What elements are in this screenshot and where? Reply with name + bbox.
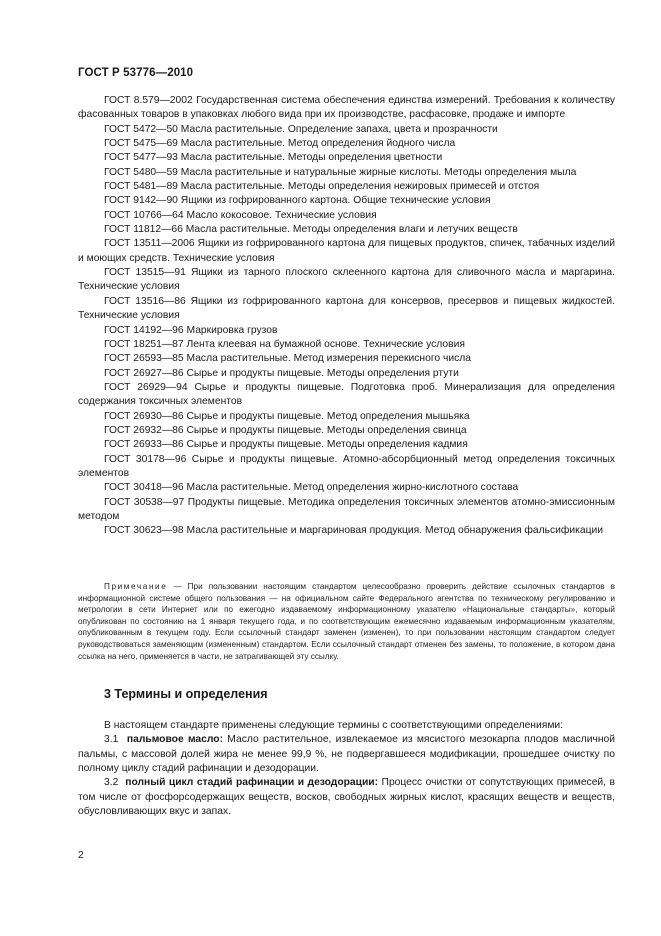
term-definition: [78, 776, 615, 819]
reference-item: ГОСТ 8.579—2002 Государственная система обеспечения единства измерений. Требования к количеству фасованных товаров в упаковках любого вида при их производстве, расфасовке, продаже и импорте: [78, 95, 615, 121]
page-number: 2: [78, 850, 84, 861]
reference-item: ГОСТ 5475—69 Масла растительные. Метод определения йодного числа: [104, 138, 456, 150]
term-definition: [78, 733, 615, 776]
reference-item: ГОСТ 26930—86 Сырье и продукты пищевые. Метод определения мышьяка: [104, 410, 470, 422]
reference-item: ГОСТ 5480—59 Масла растительные и натуральные жирные кислоты. Методы определения мыла: [104, 166, 577, 178]
reference-item: ГОСТ 26927—86 Сырье и продукты пищевые. Методы определения ртути: [104, 367, 459, 379]
reference-item: ГОСТ 30623—98 Масла растительные и маргариновая продукция. Метод обнаружения фальсификации: [104, 525, 603, 537]
references-note: [78, 581, 615, 662]
reference-item: ГОСТ 5477—93 Масла растительные. Методы определения цветности: [104, 152, 443, 164]
term-text: Масло растительное, извлекаемое из мясистого мезокарпа плодов масличной пальмы, с массовой долей жира не менее 99,9 %, не подвергавшееся модификации, прошедшее очистку по полному циклу стадий рафинации и дезодорации.: [78, 734, 615, 775]
term-number: 3.1: [104, 734, 119, 746]
term-text: Процесс очистки от сопутствующих примесей, в том числе от фосфорсодержащих веществ, восков, свободных жирных кислот, красящих веществ и веществ, обусловливающих вкус и запах.: [78, 777, 615, 818]
reference-item: ГОСТ 14192—96 Маркировка грузов: [104, 324, 278, 336]
term-number: 3.2: [104, 777, 119, 789]
reference-item: ГОСТ 10766—64 Масло кокосовое. Технические условия: [104, 209, 377, 221]
note-label: Примечание: [104, 582, 168, 591]
reference-item: ГОСТ 30178—96 Сырье и продукты пищевые. Атомно-абсорбционный метод определения токсичных элементов: [78, 453, 615, 479]
reference-item: ГОСТ 26593—85 Масла растительные. Метод измерения перекисного числа: [104, 353, 471, 365]
reference-item: ГОСТ 9142—90 Ящики из гофрированного картона. Общие технические условия: [104, 195, 491, 207]
section-intro: В настоящем стандарте применены следующие термины с соответствующими определениями:: [104, 720, 564, 731]
reference-item: ГОСТ 13516—86 Ящики из гофрированного картона для консервов, пресервов и пищевых жидкостей. Технические условия: [78, 295, 615, 322]
term-name: полный цикл стадий рафинации и дезодорации:: [125, 777, 379, 789]
note-text: — При пользовании настоящим стандартом целесообразно проверить действие ссылочных стандартов в информационной системе общего пользования — на официальном сайте Федерального агентства по техническому регулированию и метрологии в сети Интернет или по ежегодно издаваемому информационному указателю «Национальные стандарты», который опубликован по состоянию на 1 января текущего года, и по соответствующим ежемесячно издаваемым информационным указателям, опубликованным в текущем году. Если ссылочный стандарт заменен (изменен), то при пользовании настоящим стандартом следует руководствоваться заменяющим (измененным) стандартом. Если ссылочный стандарт отменен без замены, то положение, в котором дана ссылка на него, применяется в части, не затрагивающей эту ссылку.: [78, 582, 615, 661]
reference-item: ГОСТ 26932—86 Сырье и продукты пищевые. Методы определения свинца: [104, 424, 467, 436]
document-header: ГОСТ Р 53776—2010: [78, 67, 194, 79]
section-body: [78, 719, 615, 819]
reference-item: ГОСТ 18251—87 Лента клеевая на бумажной основе. Технические условия: [104, 338, 465, 350]
normative-references-list: [78, 94, 615, 539]
reference-item: ГОСТ 5472—50 Масла растительные. Определение запаха, цвета и прозрачности: [104, 123, 498, 135]
reference-item: ГОСТ 5481—89 Масла растительные. Методы определения нежировых примесей и отстоя: [104, 181, 540, 193]
reference-item: ГОСТ 13515—91 Ящики из тарного плоского склеенного картона для сливочного масла и маргарина. Технические условия: [78, 267, 615, 293]
reference-item: ГОСТ 30418—96 Масла растительные. Метод определения жирно-кислотного состава: [104, 482, 519, 494]
reference-item: ГОСТ 30538—97 Продукты пищевые. Методика определения токсичных элементов атомно-эмиссионным методом: [78, 496, 615, 522]
term-name: пальмовое масло:: [126, 734, 224, 746]
reference-item: ГОСТ 11812—66 Масла растительные. Методы определения влаги и летучих веществ: [104, 224, 518, 236]
reference-item: ГОСТ 26929—94 Сырье и продукты пищевые. Подготовка проб. Минерализация для определения содержания токсичных элементов: [78, 381, 615, 408]
section-heading: 3 Термины и определения: [104, 687, 268, 701]
reference-item: ГОСТ 13511—2006 Ящики из гофрированного картона для пищевых продуктов, спичек, табачных изделий и моющих средств. Технические условия: [78, 238, 615, 264]
reference-item: ГОСТ 26933—86 Сырье и продукты пищевые. Методы определения кадмия: [104, 439, 468, 451]
